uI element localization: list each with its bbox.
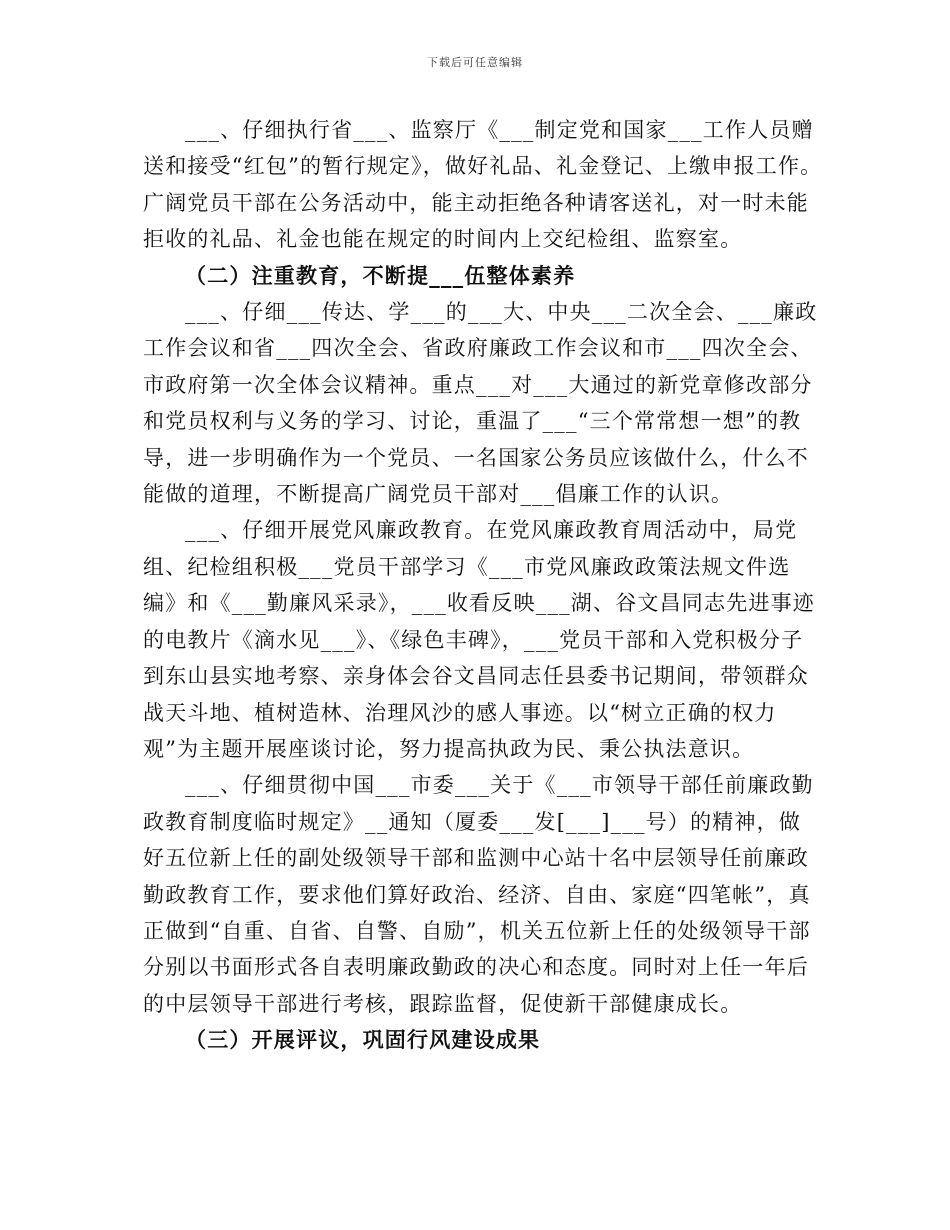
document-body [143, 112, 823, 1059]
paragraph-study-meetings: ___、仔细___传达、学___的___大、中央___二次全会、___廉政工作会议和省___四次全会、省政府廉政工作会议和市___四次全会、市政府第一次全体会议精神。重点___对___大通过的新党章修改部分和党员权利与义务的学习、讨论，重温了___“三个常常想一想”的教导，进一步明确作为一个党员、一名国家公务员应该做什么，什么不能做的道理，不断提高广阔党员干部对___倡廉工作的认识。 [143, 300, 818, 507]
paragraph-integrity-education: ___、仔细开展党风廉政教育。在党风廉政教育周活动中，局党组、纪检组积极___党员干部学习《___市党风廉政政策法规文件选编》和《___勤廉风采录》，___收看反映___湖、谷文昌同志先进事迹的电教片《滴水见___》、《绿色丰碑》，___党员干部和入党积极分子到东山县实地考察、亲身体会谷文昌同志任县委书记期间，带领群众战天斗地、植树造林、治理风沙的感人事迹。以“树立正确的权力观”为主题开展座谈讨论，努力提高执政为民、秉公执法意识。 [143, 518, 815, 761]
section-heading-evaluation: （三）开展评议，巩固行风建设成果 [185, 1027, 541, 1053]
paragraph-pre-appointment-education: ___、仔细贯彻中国___市委___关于《___市领导干部任前廉政勤政教育制度临时规定》__通知（厦委___发[___]___号）的精神，做好五位新上任的副处级领导干部和监测中心站十名中层领导任前廉政勤政教育工作，要求他们算好政治、经济、自由、家庭“四笔帐”，真正做到“自重、自省、自警、自励”，机关五位新上任的处级领导干部分别以书面形式各自表明廉政勤政的决心和态度。同时对上任一年后的中层领导干部进行考核，跟踪监督，促使新干部健康成长。 [143, 773, 814, 1016]
section-heading-education: （二）注重教育，不断提___伍整体素养 [185, 262, 576, 288]
page-header: 下载后可任意编辑 [427, 56, 523, 69]
paragraph-gift-rules: ___、仔细执行省___、监察厅《___制定党和国家___工作人员赠送和接受“红包”的暂行规定》，做好礼品、礼金登记、上缴申报工作。广阔党员干部在公务活动中，能主动拒绝各种请客送礼，对一时未能拒收的礼品、礼金也能在规定的时间内上交纪检组、监察室。 [143, 118, 823, 252]
